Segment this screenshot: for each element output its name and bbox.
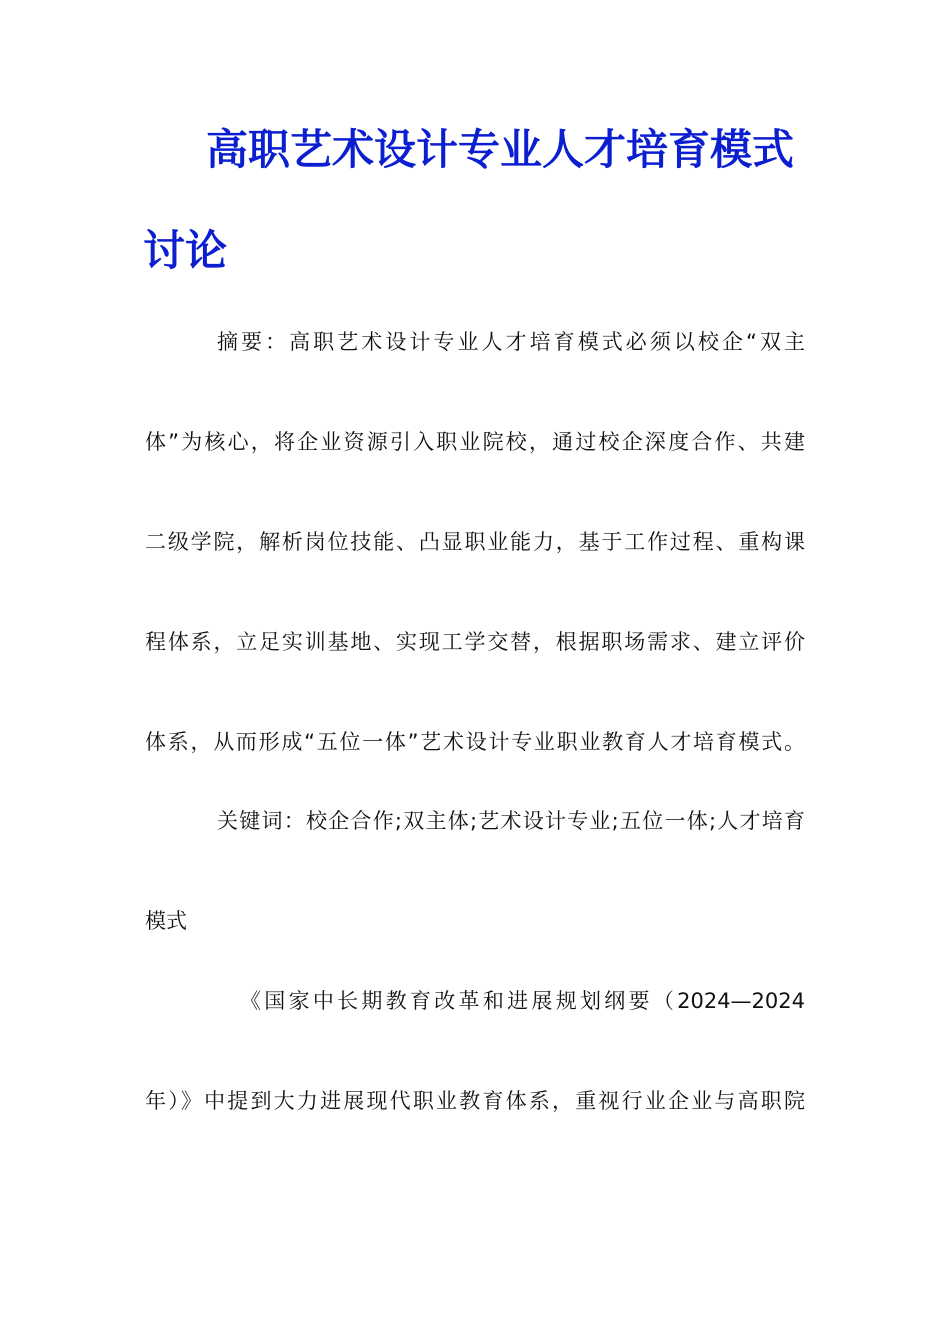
abstract-line-1: 摘要：高职艺术设计专业人才培育模式必须以校企“双主 <box>217 330 805 354</box>
keywords-line-2: 模式 <box>145 909 187 933</box>
abstract-line-4: 程体系，立足实训基地、实现工学交替，根据职场需求、建立评价 <box>145 630 805 654</box>
abstract-line-2: 体”为核心，将企业资源引入职业院校，通过校企深度合作、共建 <box>145 430 805 454</box>
keywords-line-1: 关键词：校企合作;双主体;艺术设计专业;五位一体;人才培育 <box>217 809 805 833</box>
document-title-line-2: 讨论 <box>143 226 228 275</box>
document-title-line-1: 高职艺术设计专业人才培育模式 <box>206 125 795 174</box>
body-line-2: 年）》中提到大力进展现代职业教育体系，重视行业企业与高职院 <box>145 1089 805 1113</box>
body-line-1: 《国家中长期教育改革和进展规划纲要（2024—2024 <box>240 989 805 1013</box>
abstract-line-3: 二级学院，解析岗位技能、凸显职业能力，基于工作过程、重构课 <box>145 530 805 554</box>
abstract-line-5: 体系，从而形成“五位一体”艺术设计专业职业教育人才培育模式。 <box>145 730 805 754</box>
